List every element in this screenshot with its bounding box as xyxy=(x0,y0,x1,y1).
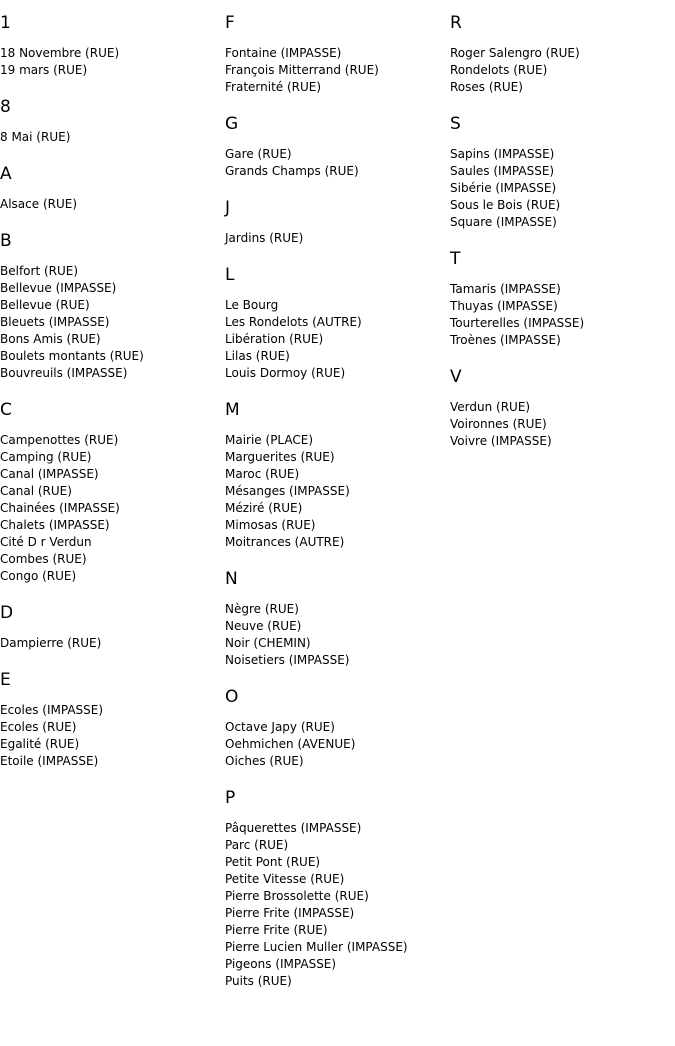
letter-heading: P xyxy=(225,788,236,808)
street-item: Cité D r Verdun xyxy=(0,535,92,549)
street-list xyxy=(450,399,670,450)
letter-group xyxy=(450,114,670,231)
street-list xyxy=(0,635,220,652)
street-column-2 xyxy=(225,13,445,1008)
street-item: Bons Amis (RUE) xyxy=(0,332,101,346)
street-item: Voivre (IMPASSE) xyxy=(450,434,552,448)
street-list xyxy=(225,719,445,770)
letter-heading: M xyxy=(225,400,240,420)
letter-group xyxy=(450,367,670,450)
letter-heading: 8 xyxy=(0,97,11,117)
street-item: Dampierre (RUE) xyxy=(0,636,102,650)
street-item: Lilas (RUE) xyxy=(225,349,290,363)
street-list xyxy=(225,820,445,990)
street-item: Pigeons (IMPASSE) xyxy=(225,957,337,971)
letter-heading: D xyxy=(0,603,14,623)
street-item: Bellevue (RUE) xyxy=(0,298,90,312)
street-list xyxy=(225,230,445,247)
letter-group xyxy=(0,400,220,585)
street-item: Bleuets (IMPASSE) xyxy=(0,315,110,329)
street-item: Campenottes (RUE) xyxy=(0,433,119,447)
letter-heading: R xyxy=(450,13,462,33)
street-list xyxy=(0,263,220,382)
street-list xyxy=(225,601,445,669)
street-item: Pâquerettes (IMPASSE) xyxy=(225,821,362,835)
street-item: Méziré (RUE) xyxy=(225,501,303,515)
street-item: Roger Salengro (RUE) xyxy=(450,46,580,60)
street-item: Alsace (RUE) xyxy=(0,197,78,211)
letter-heading: B xyxy=(0,231,12,251)
letter-group xyxy=(225,569,445,669)
street-item: Mairie (PLACE) xyxy=(225,433,314,447)
street-item: Moitrances (AUTRE) xyxy=(225,535,345,549)
street-list xyxy=(225,432,445,551)
street-list xyxy=(0,196,220,213)
street-item: Mésanges (IMPASSE) xyxy=(225,484,350,498)
street-item: Boulets montants (RUE) xyxy=(0,349,144,363)
street-item: Fontaine (IMPASSE) xyxy=(225,46,342,60)
letter-group xyxy=(225,687,445,770)
letter-heading: V xyxy=(450,367,462,387)
street-item: Parc (RUE) xyxy=(225,838,289,852)
letter-group xyxy=(450,13,670,96)
street-item: Etoile (IMPASSE) xyxy=(0,754,99,768)
letter-group xyxy=(225,114,445,180)
street-item: Pierre Brossolette (RUE) xyxy=(225,889,369,903)
street-item: Mimosas (RUE) xyxy=(225,518,316,532)
street-item: 8 Mai (RUE) xyxy=(0,130,71,144)
letter-heading: 1 xyxy=(0,13,11,33)
street-item: Square (IMPASSE) xyxy=(450,215,557,229)
street-item: Maroc (RUE) xyxy=(225,467,300,481)
street-item: Belfort (RUE) xyxy=(0,264,79,278)
street-item: Pierre Lucien Muller (IMPASSE) xyxy=(225,940,408,954)
street-item: Congo (RUE) xyxy=(0,569,77,583)
letter-group xyxy=(0,231,220,382)
street-item: Canal (IMPASSE) xyxy=(0,467,99,481)
street-item: Petite Vitesse (RUE) xyxy=(225,872,345,886)
street-list xyxy=(0,702,220,770)
street-list xyxy=(450,281,670,349)
street-item: Les Rondelots (AUTRE) xyxy=(225,315,362,329)
street-item: Thuyas (IMPASSE) xyxy=(450,299,558,313)
street-item: Puits (RUE) xyxy=(225,974,292,988)
letter-group xyxy=(225,265,445,382)
letter-heading: F xyxy=(225,13,235,33)
street-list xyxy=(450,146,670,231)
letter-heading: G xyxy=(225,114,239,134)
street-item: Octave Japy (RUE) xyxy=(225,720,335,734)
street-item: Pierre Frite (IMPASSE) xyxy=(225,906,355,920)
letter-group xyxy=(225,788,445,990)
street-item: Neuve (RUE) xyxy=(225,619,302,633)
letter-heading: J xyxy=(225,198,231,218)
street-item: Chalets (IMPASSE) xyxy=(0,518,110,532)
street-item: Jardins (RUE) xyxy=(225,231,304,245)
street-item: Egalité (RUE) xyxy=(0,737,80,751)
street-list xyxy=(225,297,445,382)
street-list xyxy=(0,129,220,146)
street-item: Sous le Bois (RUE) xyxy=(450,198,561,212)
letter-group xyxy=(0,13,220,79)
street-item: Grands Champs (RUE) xyxy=(225,164,359,178)
letter-group xyxy=(225,400,445,551)
letter-heading: C xyxy=(0,400,12,420)
street-item: Tamaris (IMPASSE) xyxy=(450,282,561,296)
street-item: 19 mars (RUE) xyxy=(0,63,88,77)
street-item: Petit Pont (RUE) xyxy=(225,855,321,869)
street-item: Verdun (RUE) xyxy=(450,400,531,414)
street-item: François Mitterrand (RUE) xyxy=(225,63,379,77)
street-item: Voironnes (RUE) xyxy=(450,417,547,431)
street-item: Nègre (RUE) xyxy=(225,602,299,616)
letter-group xyxy=(0,670,220,770)
street-item: Bouvreuils (IMPASSE) xyxy=(0,366,128,380)
street-item: Louis Dormoy (RUE) xyxy=(225,366,346,380)
street-item: Oehmichen (AVENUE) xyxy=(225,737,356,751)
street-item: Roses (RUE) xyxy=(450,80,523,94)
street-item: Troènes (IMPASSE) xyxy=(450,333,561,347)
street-item: Pierre Frite (RUE) xyxy=(225,923,328,937)
street-item: Saules (IMPASSE) xyxy=(450,164,555,178)
street-item: Rondelots (RUE) xyxy=(450,63,548,77)
street-item: Noir (CHEMIN) xyxy=(225,636,311,650)
letter-group xyxy=(0,164,220,213)
letter-heading: E xyxy=(0,670,11,690)
street-item: Chainées (IMPASSE) xyxy=(0,501,120,515)
letter-heading: N xyxy=(225,569,238,589)
street-item: Bellevue (IMPASSE) xyxy=(0,281,117,295)
street-item: Combes (RUE) xyxy=(0,552,87,566)
letter-group xyxy=(225,13,445,96)
street-item: Oiches (RUE) xyxy=(225,754,304,768)
letter-group xyxy=(450,249,670,349)
street-item: Ecoles (RUE) xyxy=(0,720,77,734)
letter-heading: O xyxy=(225,687,239,707)
street-list xyxy=(225,146,445,180)
letter-heading: L xyxy=(225,265,235,285)
street-item: Camping (RUE) xyxy=(0,450,92,464)
letter-group xyxy=(225,198,445,247)
street-item: Sapins (IMPASSE) xyxy=(450,147,555,161)
street-column-3 xyxy=(450,13,670,468)
street-item: Fraternité (RUE) xyxy=(225,80,322,94)
letter-heading: S xyxy=(450,114,461,134)
letter-heading: A xyxy=(0,164,12,184)
street-item: Tourterelles (IMPASSE) xyxy=(450,316,585,330)
letter-group xyxy=(0,603,220,652)
street-column-1 xyxy=(0,13,220,788)
street-list xyxy=(0,45,220,79)
street-list xyxy=(225,45,445,96)
street-item: Noisetiers (IMPASSE) xyxy=(225,653,350,667)
street-item: Le Bourg xyxy=(225,298,279,312)
street-list xyxy=(0,432,220,585)
street-list xyxy=(450,45,670,96)
street-item: Gare (RUE) xyxy=(225,147,292,161)
street-item: Canal (RUE) xyxy=(0,484,72,498)
letter-heading: T xyxy=(450,249,461,269)
street-item: Sibérie (IMPASSE) xyxy=(450,181,557,195)
letter-group xyxy=(0,97,220,146)
street-item: Ecoles (IMPASSE) xyxy=(0,703,104,717)
street-item: 18 Novembre (RUE) xyxy=(0,46,120,60)
street-item: Marguerites (RUE) xyxy=(225,450,335,464)
street-item: Libération (RUE) xyxy=(225,332,324,346)
